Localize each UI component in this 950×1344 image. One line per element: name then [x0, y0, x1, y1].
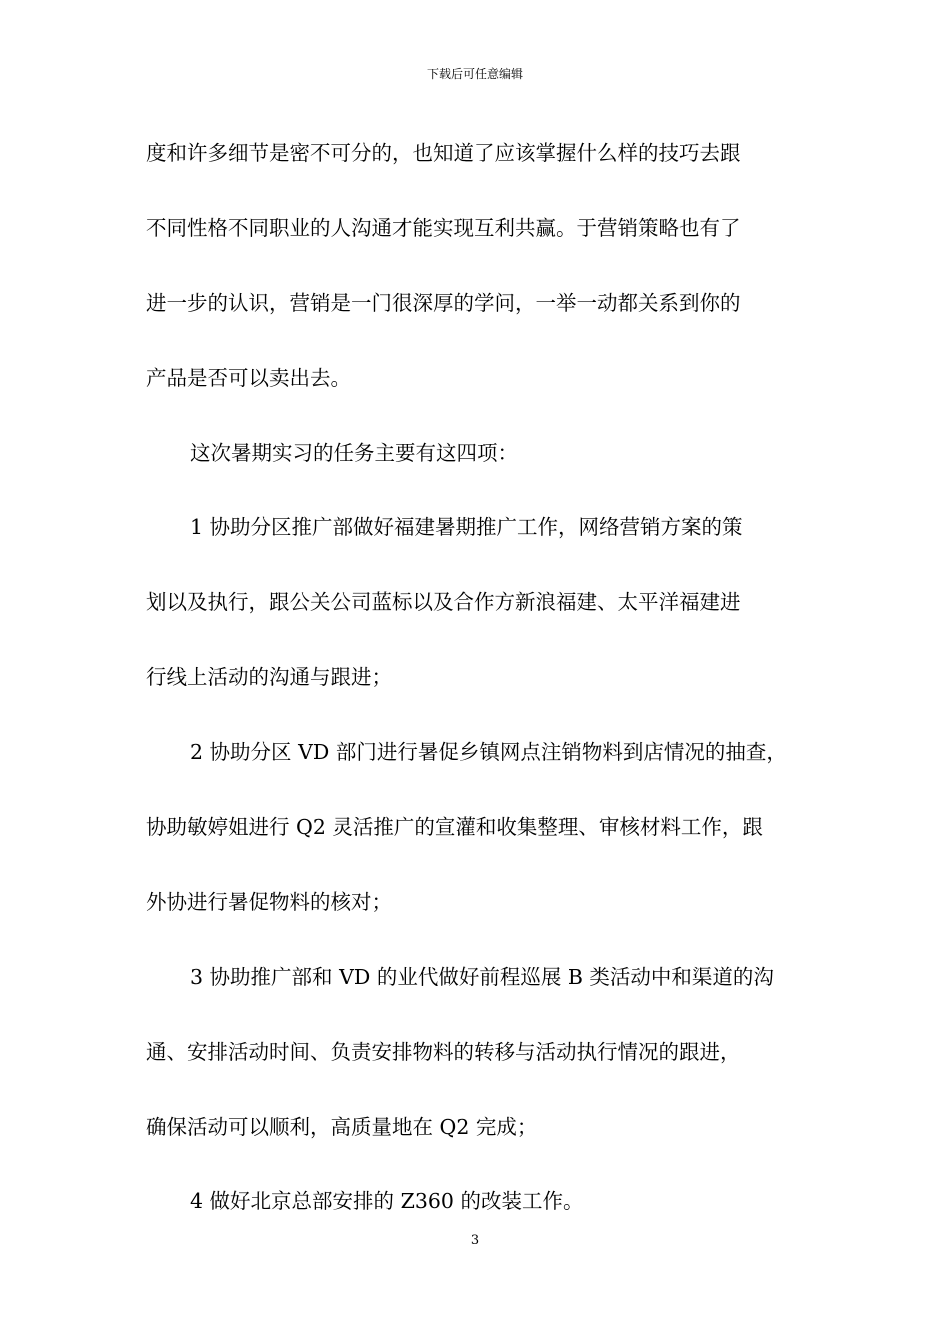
paragraph-line: 3 协助推广部和 VD 的业代做好前程巡展 B 类活动中和渠道的沟	[190, 964, 774, 989]
paragraph-line: 通、安排活动时间、负责安排物料的转移与活动执行情况的跟进，	[146, 1039, 741, 1064]
page-number: 3	[470, 1233, 480, 1248]
paragraph-line: 1 协助分区推广部做好福建暑期推广工作，网络营销方案的策	[190, 515, 743, 540]
paragraph-line: 不同性格不同职业的人沟通才能实现互利共赢。于营销策略也有了	[146, 215, 741, 240]
paragraph-line: 外协进行暑促物料的核对；	[146, 889, 392, 914]
paragraph-line: 这次暑期实习的任务主要有这四项：	[190, 440, 518, 465]
paragraph-line: 度和许多细节是密不可分的，也知道了应该掌握什么样的技巧去跟	[146, 141, 741, 165]
paragraph-line: 划以及执行，跟公关公司蓝标以及合作方新浪福建、太平洋福建进	[146, 590, 741, 615]
paragraph-line: 产品是否可以卖出去。	[146, 365, 351, 390]
page-header: 下载后可任意编辑	[426, 67, 523, 81]
paragraph-line: 4 做好北京总部安排的 Z360 的改装工作。	[190, 1189, 584, 1214]
paragraph-line: 行线上活动的沟通与跟进；	[146, 665, 392, 690]
paragraph-line: 确保活动可以顺利，高质量地在 Q2 完成；	[146, 1114, 538, 1139]
paragraph-line: 2 协助分区 VD 部门进行暑促乡镇网点注销物料到店情况的抽查，	[190, 740, 787, 765]
paragraph-line: 协助敏婷姐进行 Q2 灵活推广的宣灌和收集整理、审核材料工作，跟	[146, 815, 763, 840]
paragraph-line: 进一步的认识，营销是一门很深厚的学问，一举一动都关系到你的	[146, 290, 741, 315]
body-text	[146, 130, 816, 1253]
